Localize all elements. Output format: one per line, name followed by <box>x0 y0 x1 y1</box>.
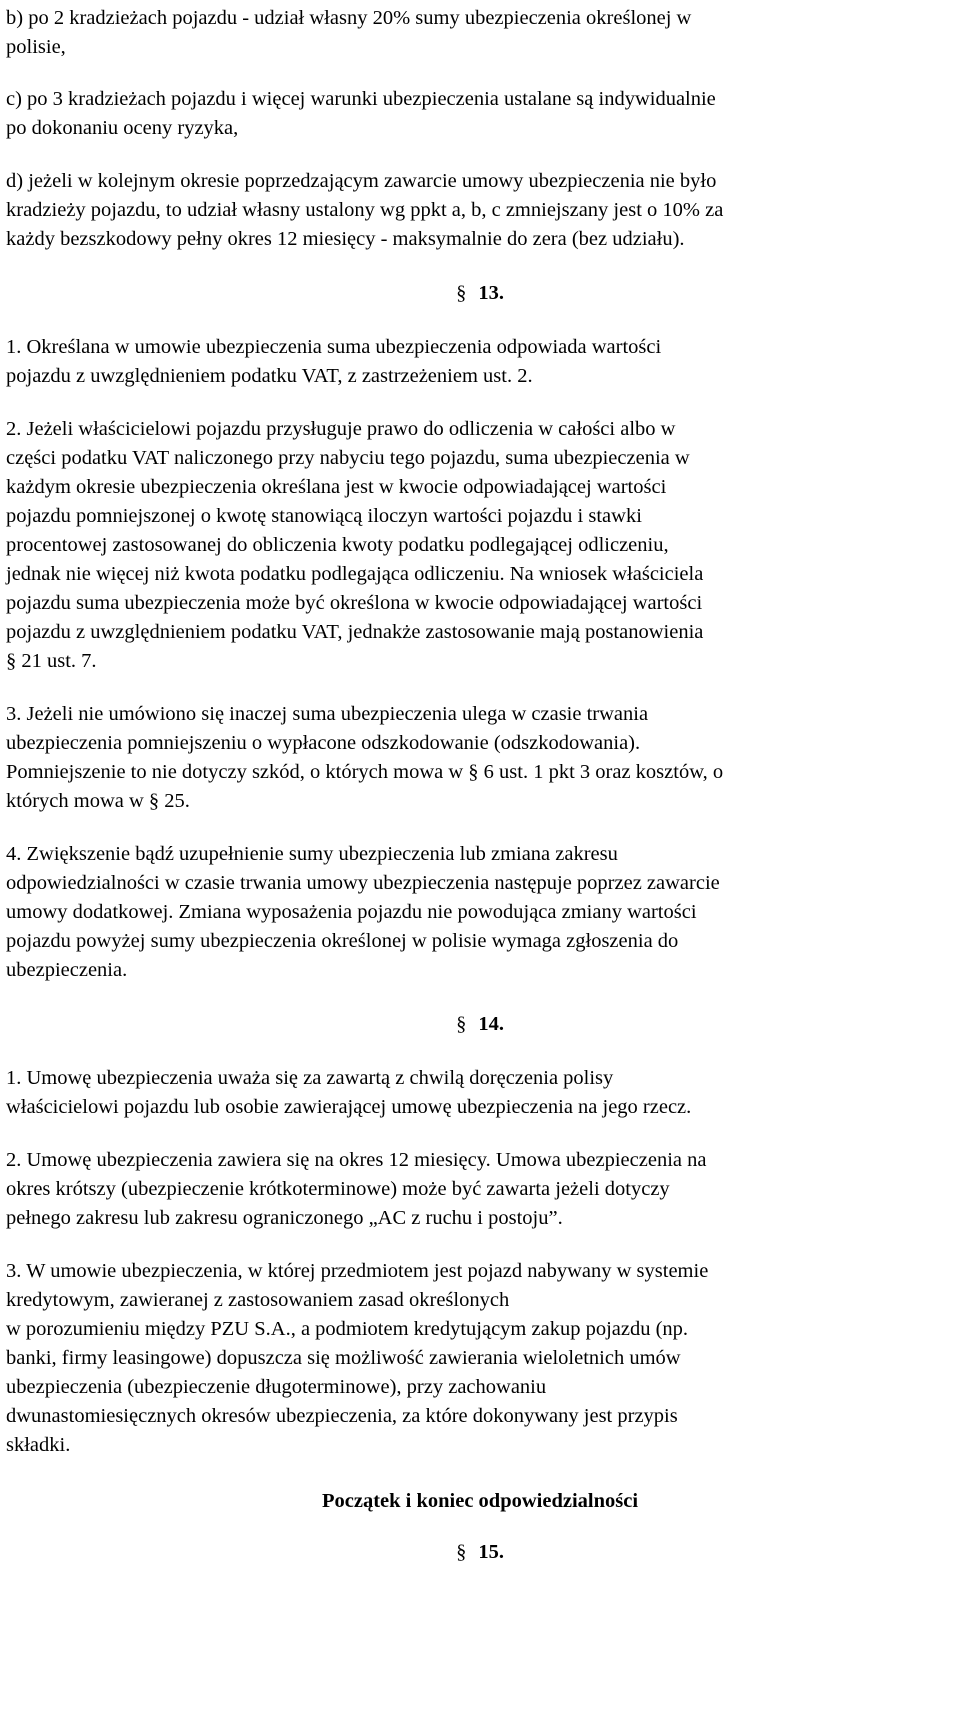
text-line: ubezpieczenia pomniejszeniu o wypłacone odszkodowanie (odszkodowania). <box>6 732 641 754</box>
text-line: pełnego zakresu lub zakresu ograniczonego „AC z ruchu i postoju”. <box>6 1207 563 1229</box>
section-heading-15 <box>0 1538 960 1567</box>
section-symbol: § <box>456 1541 467 1563</box>
text-line: kradzieży pojazdu, to udział własny ustalony wg ppkt a, b, c zmniejszany jest o 10% za <box>6 199 724 221</box>
section-number: 13. <box>478 282 504 304</box>
text-line: w porozumieniu między PZU S.A., a podmiotem kredytującym zakup pojazdu (np. <box>6 1318 689 1340</box>
text-line: każdy bezszkodowy pełny okres 12 miesięcy - maksymalnie do zera (bez udziału). <box>6 228 685 250</box>
text-line: 2. Umowę ubezpieczenia zawiera się na okres 12 miesięcy. Umowa ubezpieczenia na <box>6 1149 707 1171</box>
text-line: procentowej zastosowanej do obliczenia kwoty podatku podlegającej odliczeniu, <box>6 534 669 556</box>
section-symbol: § <box>456 1013 467 1035</box>
text-line: właścicielowi pojazdu lub osobie zawierającej umowę ubezpieczenia na jego rzecz. <box>6 1096 692 1118</box>
text-line: ubezpieczenia (ubezpieczenie długoterminowe), przy zachowaniu <box>6 1376 547 1398</box>
text-line: 3. W umowie ubezpieczenia, w której przedmiotem jest pojazd nabywany w systemie <box>6 1260 709 1282</box>
text-line: d) jeżeli w kolejnym okresie poprzedzającym zawarcie umowy ubezpieczenia nie było <box>6 170 717 192</box>
text-line: b) po 2 kradzieżach pojazdu - udział własny 20% sumy ubezpieczenia określonej w <box>6 7 692 29</box>
text-line: polisie, <box>6 36 66 58</box>
text-line: składki. <box>6 1434 71 1456</box>
text-line: dwunastomiesięcznych okresów ubezpieczenia, za które dokonywany jest przypis <box>6 1405 678 1427</box>
text-line: 1. Umowę ubezpieczenia uważa się za zawartą z chwilą doręczenia polisy <box>6 1067 614 1089</box>
section-heading-13 <box>0 279 960 308</box>
text-line: kredytowym, zawieranej z zastosowaniem zasad określonych <box>6 1289 510 1311</box>
text-line: odpowiedzialności w czasie trwania umowy ubezpieczenia następuje poprzez zawarcie <box>6 872 720 894</box>
text-line: 4. Zwiększenie bądź uzupełnienie sumy ubezpieczenia lub zmiana zakresu <box>6 843 618 865</box>
section-symbol: § <box>456 282 467 304</box>
text-line: każdym okresie ubezpieczenia określana jest w kwocie odpowiadającej wartości <box>6 476 667 498</box>
section-heading-14 <box>0 1010 960 1039</box>
subtitle-heading: Początek i koniec odpowiedzialności <box>321 1490 639 1512</box>
text-line: ubezpieczenia. <box>6 959 128 981</box>
text-line: § 21 ust. 7. <box>6 650 97 672</box>
text-line: części podatku VAT naliczonego przy nabyciu tego pojazdu, suma ubezpieczenia w <box>6 447 690 469</box>
text-line: pojazdu pomniejszonej o kwotę stanowiącą iloczyn wartości pojazdu i stawki <box>6 505 642 527</box>
text-line: jednak nie więcej niż kwota podatku podlegająca odliczeniu. Na wniosek właściciela <box>6 563 704 585</box>
text-line: banki, firmy leasingowe) dopuszcza się możliwość zawierania wieloletnich umów <box>6 1347 681 1369</box>
text-line: 1. Określana w umowie ubezpieczenia suma ubezpieczenia odpowiada wartości <box>6 336 662 358</box>
text-line: pojazdu z uwzględnieniem podatku VAT, z zastrzeżeniem ust. 2. <box>6 365 533 387</box>
text-line: których mowa w § 25. <box>6 790 190 812</box>
text-line: 3. Jeżeli nie umówiono się inaczej suma ubezpieczenia ulega w czasie trwania <box>6 703 649 725</box>
text-line: pojazdu suma ubezpieczenia może być określona w kwocie odpowiadającej wartości <box>6 592 703 614</box>
text-line: pojazdu z uwzględnieniem podatku VAT, jednakże zastosowanie mają postanowienia <box>6 621 704 643</box>
text-line: pojazdu powyżej sumy ubezpieczenia określonej w polisie wymaga zgłoszenia do <box>6 930 679 952</box>
text-line: okres krótszy (ubezpieczenie krótkoterminowe) może być zawarta jeżeli dotyczy <box>6 1178 670 1200</box>
text-line: umowy dodatkowej. Zmiana wyposażenia pojazdu nie powodująca zmiany wartości <box>6 901 697 923</box>
text-line: c) po 3 kradzieżach pojazdu i więcej warunki ubezpieczenia ustalane są indywidualnie <box>6 88 716 110</box>
text-line: 2. Jeżeli właścicielowi pojazdu przysługuje prawo do odliczenia w całości albo w <box>6 418 676 440</box>
section-number: 15. <box>478 1541 504 1563</box>
text-line: po dokonaniu oceny ryzyka, <box>6 117 239 139</box>
text-line: Pomniejszenie to nie dotyczy szkód, o których mowa w § 6 ust. 1 pkt 3 oraz kosztów, o <box>6 761 724 783</box>
section-number: 14. <box>478 1013 504 1035</box>
